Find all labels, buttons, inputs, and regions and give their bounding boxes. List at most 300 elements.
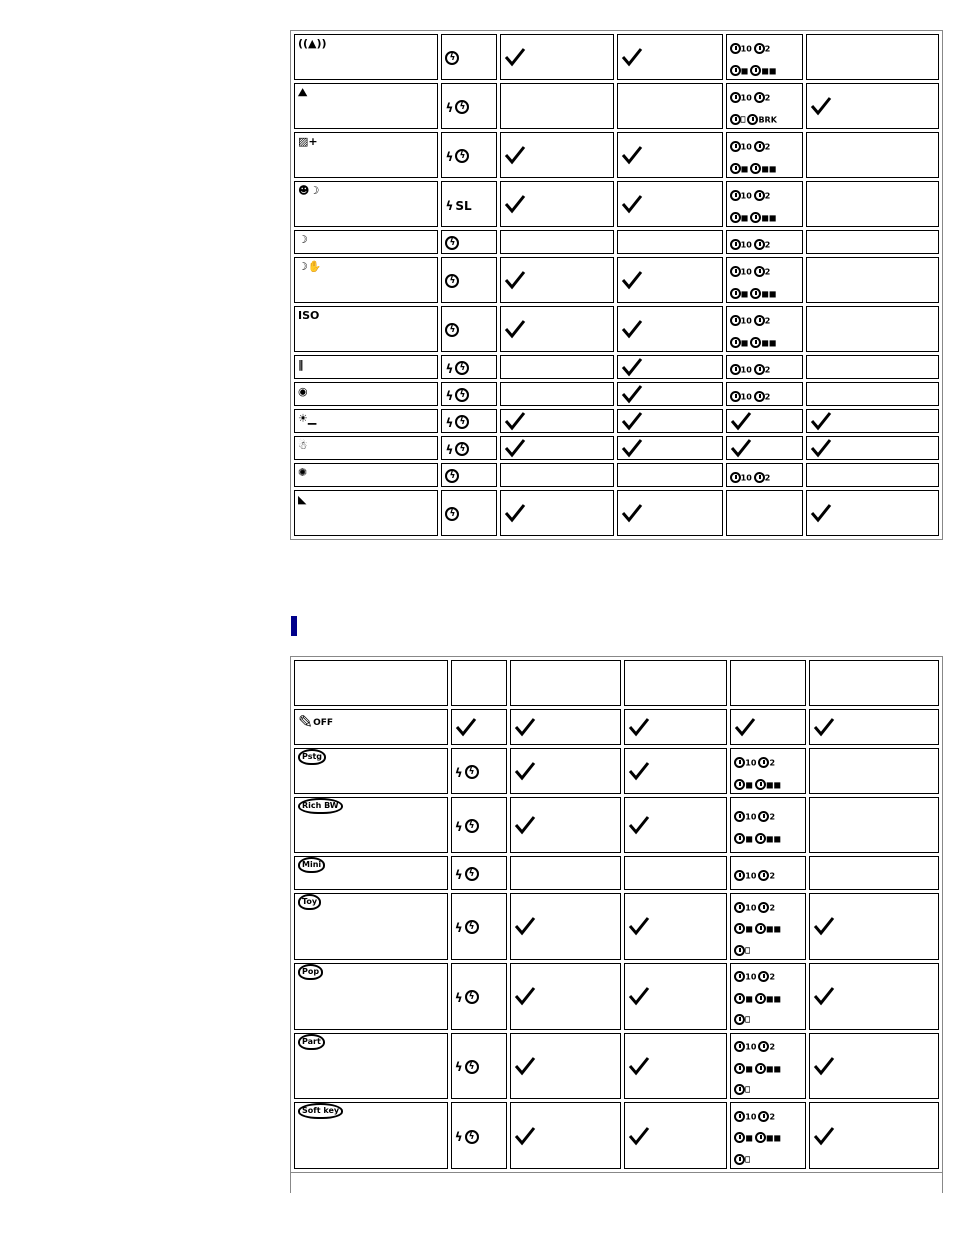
check-mark-icon	[621, 270, 643, 290]
check-mark	[504, 47, 610, 67]
flash-cell	[441, 132, 497, 178]
check-mark	[621, 503, 719, 523]
check-mark-icon	[813, 916, 835, 936]
self-timer-10s-icon: 10	[730, 43, 752, 55]
gourmet-icon: ‖	[298, 358, 304, 371]
self-timer-2s-icon: 2	[758, 902, 775, 914]
underwater-icon: ◣	[298, 493, 307, 506]
flash-icon: ϟ	[445, 198, 454, 213]
self-timer-10s-icon: 10	[730, 239, 752, 251]
self-timer-cell	[730, 748, 806, 794]
flash-cell	[441, 490, 497, 536]
flash-icon: ϟ	[454, 819, 463, 834]
check-mark-icon	[514, 1056, 536, 1076]
check-mark-icon	[628, 1126, 650, 1146]
flash-off-icon: ϟ	[465, 920, 479, 934]
flash-off-icon: ϟ	[455, 100, 469, 114]
feature-cell	[809, 1033, 939, 1100]
self-timer-modes	[734, 964, 802, 1029]
flash-off-icon: ϟ	[455, 388, 469, 402]
feature-cell	[617, 436, 723, 460]
check-mark	[514, 761, 618, 781]
self-portrait-one-icon: ■	[730, 212, 749, 224]
self-timer-cell	[726, 490, 804, 536]
check-mark-icon	[621, 319, 643, 339]
check-mark-icon	[628, 986, 650, 1006]
flash-modes	[445, 195, 473, 214]
flash-off-icon: ϟ	[465, 867, 479, 881]
flash-icon: ϟ	[454, 920, 463, 935]
flash-cell	[451, 1033, 507, 1100]
self-timer-2s-icon: 2	[754, 364, 771, 376]
scene-function-table	[290, 30, 943, 540]
mode-icon-cell	[294, 856, 448, 890]
flash-modes	[445, 439, 471, 458]
check-mark-icon	[504, 503, 526, 523]
table-row	[294, 1033, 939, 1100]
check-mark-icon	[514, 986, 536, 1006]
mode-icon-cell	[294, 797, 448, 853]
feature-cell	[624, 1033, 727, 1100]
self-timer-10s-icon: 10	[730, 364, 752, 376]
flash-cell	[451, 1102, 507, 1169]
beach-icon: ☀▁	[298, 412, 317, 425]
check-mark-icon	[730, 438, 752, 458]
check-mark-icon	[514, 761, 536, 781]
self-timer-modes	[730, 258, 800, 301]
flash-cell	[451, 856, 507, 890]
high-sensitivity-icon: ISO	[298, 309, 320, 322]
picture-effect-off-icon: ✎	[298, 712, 314, 733]
feature-cell	[617, 230, 723, 254]
pop-color-icon: Pop	[298, 964, 323, 980]
self-timer-cell	[726, 257, 804, 303]
feature-cell	[809, 709, 939, 745]
flash-cell	[451, 893, 507, 960]
flash-modes	[445, 271, 461, 290]
flash-cell	[441, 230, 497, 254]
check-mark	[504, 270, 610, 290]
header-cell	[510, 660, 622, 706]
self-timer-2s-icon: 2	[754, 190, 771, 202]
table-row	[294, 355, 939, 379]
feature-cell	[500, 463, 614, 487]
feature-cell	[806, 257, 939, 303]
bracket-timer-icon: BRK	[747, 114, 776, 126]
table-row	[294, 856, 939, 890]
feature-cell	[500, 382, 614, 406]
continuous-timer-icon: ⎕	[730, 114, 746, 126]
self-timer-modes	[734, 1034, 802, 1099]
check-mark-icon	[514, 1126, 536, 1146]
feature-cell	[809, 748, 939, 794]
pet-icon: ◉	[298, 385, 308, 398]
continuous-timer-icon: ⎕	[734, 945, 750, 957]
flash-modes	[455, 762, 481, 781]
self-timer-2s-icon: 2	[754, 43, 771, 55]
header-cell	[730, 660, 806, 706]
feature-cell	[624, 709, 727, 745]
flash-modes	[455, 1126, 481, 1145]
self-timer-modes	[730, 133, 800, 176]
flash-icon: ϟ	[445, 388, 454, 403]
flash-modes	[455, 816, 481, 835]
self-timer-modes	[730, 307, 800, 350]
check-mark	[504, 319, 610, 339]
table-row	[294, 797, 939, 853]
self-timer-modes	[730, 35, 800, 78]
self-portrait-one-icon: ■	[730, 65, 749, 77]
handheld-twilight-icon: ☽✋	[298, 260, 322, 273]
flash-modes	[445, 466, 461, 485]
table-row	[294, 463, 939, 487]
table-row	[294, 306, 939, 352]
feature-cell	[806, 436, 939, 460]
flash-modes	[455, 917, 481, 936]
feature-cell	[617, 382, 723, 406]
feature-cell	[806, 132, 939, 178]
feature-cell	[500, 83, 614, 129]
toy-camera-icon: Toy	[298, 894, 321, 910]
self-portrait-one-icon: ■	[734, 1132, 753, 1144]
check-mark	[621, 270, 719, 290]
self-timer-2s-icon: 2	[754, 141, 771, 153]
self-timer-cell	[726, 409, 804, 433]
feature-cell	[624, 856, 727, 890]
mode-icon-cell	[294, 132, 438, 178]
feature-cell	[624, 797, 727, 853]
off-label: OFF	[313, 718, 334, 728]
self-timer-2s-icon: 2	[758, 1041, 775, 1053]
check-mark-icon	[810, 438, 832, 458]
self-timer-modes	[730, 231, 800, 253]
self-timer-cell	[730, 963, 806, 1030]
flash-icon: ϟ	[454, 765, 463, 780]
self-timer-cell	[730, 893, 806, 960]
mode-icon-cell	[294, 463, 438, 487]
check-mark	[514, 815, 618, 835]
flash-off-icon: ϟ	[465, 765, 479, 779]
fireworks-icon: ✺	[298, 466, 308, 479]
flash-cell	[451, 709, 507, 745]
flash-off-icon: ϟ	[455, 361, 469, 375]
check-mark	[504, 438, 610, 458]
self-timer-10s-icon: 10	[734, 971, 756, 983]
flash-icon: ϟ	[445, 149, 454, 164]
check-mark	[514, 986, 618, 1006]
self-portrait-two-icon: ■■	[755, 779, 781, 791]
check-mark-icon	[628, 1056, 650, 1076]
header-cell	[624, 660, 727, 706]
flash-cell	[441, 355, 497, 379]
feature-cell	[617, 34, 723, 80]
check-mark-icon	[628, 717, 650, 737]
self-timer-2s-icon: 2	[754, 92, 771, 104]
flash-cell	[441, 436, 497, 460]
mode-icon-cell	[294, 230, 438, 254]
mode-icon-cell	[294, 1033, 448, 1100]
flash-modes	[445, 504, 461, 523]
section-heading-marker	[291, 616, 297, 636]
self-timer-cell	[726, 230, 804, 254]
self-timer-cell	[730, 1033, 806, 1100]
flash-cell	[441, 409, 497, 433]
self-portrait-one-icon: ■	[734, 1063, 753, 1075]
flash-off-icon: ϟ	[455, 442, 469, 456]
header-cell	[809, 660, 939, 706]
check-mark	[810, 503, 935, 523]
feature-cell	[806, 306, 939, 352]
check-mark-icon	[621, 384, 643, 404]
miniature-icon: Mini	[298, 857, 325, 873]
mode-icon-cell	[294, 490, 438, 536]
self-portrait-two-icon: ■■	[750, 337, 776, 349]
self-timer-10s-icon: 10	[730, 92, 752, 104]
self-timer-10s-icon: 10	[730, 391, 752, 403]
mode-icon-cell	[294, 306, 438, 352]
feature-cell	[500, 436, 614, 460]
table-row	[294, 257, 939, 303]
mode-icon-cell	[294, 893, 448, 960]
mode-icon-cell	[294, 382, 438, 406]
check-mark-icon	[504, 319, 526, 339]
check-mark	[621, 194, 719, 214]
self-timer-modes	[730, 464, 800, 486]
feature-cell	[510, 797, 622, 853]
check-mark-icon	[514, 916, 536, 936]
table-row	[294, 230, 939, 254]
check-mark	[734, 717, 802, 737]
flash-icon: ϟ	[454, 867, 463, 882]
check-mark	[628, 761, 723, 781]
table-row	[294, 1102, 939, 1169]
mode-icon-cell	[294, 1102, 448, 1169]
feature-cell	[809, 1102, 939, 1169]
check-mark-icon	[621, 357, 643, 377]
feature-cell	[510, 963, 622, 1030]
feature-cell	[500, 355, 614, 379]
flash-cell	[441, 257, 497, 303]
flash-off-icon: ϟ	[445, 274, 459, 288]
check-mark-icon	[621, 145, 643, 165]
check-mark-icon	[813, 1126, 835, 1146]
flash-off-icon: ϟ	[455, 415, 469, 429]
check-mark	[628, 1126, 723, 1146]
self-portrait-two-icon: ■■	[755, 1132, 781, 1144]
flash-icon: ϟ	[454, 1130, 463, 1145]
flash-icon: ϟ	[445, 415, 454, 430]
continuous-timer-icon: ⎕	[734, 1154, 750, 1166]
check-mark	[813, 986, 935, 1006]
self-timer-10s-icon: 10	[730, 190, 752, 202]
mode-icon-cell	[294, 409, 438, 433]
self-portrait-two-icon: ■■	[750, 288, 776, 300]
flash-cell	[451, 797, 507, 853]
flash-modes	[445, 233, 461, 252]
check-mark	[730, 411, 800, 431]
table-row	[294, 34, 939, 80]
check-mark	[621, 319, 719, 339]
flash-cell	[451, 963, 507, 1030]
flash-modes	[445, 412, 471, 431]
check-mark	[628, 916, 723, 936]
flash-off-icon: ϟ	[465, 1130, 479, 1144]
flash-cell	[441, 83, 497, 129]
flash-modes	[455, 987, 481, 1006]
feature-cell	[806, 382, 939, 406]
check-mark	[813, 1126, 935, 1146]
feature-cell	[617, 409, 723, 433]
check-mark	[813, 717, 935, 737]
self-portrait-two-icon: ■■	[755, 833, 781, 845]
check-mark-icon	[504, 47, 526, 67]
night-portrait-icon: ☻☽	[298, 184, 320, 197]
self-portrait-two-icon: ■■	[750, 65, 776, 77]
feature-cell	[624, 963, 727, 1030]
self-timer-cell	[726, 181, 804, 227]
check-mark-icon	[504, 270, 526, 290]
check-mark-icon	[621, 194, 643, 214]
check-mark	[730, 438, 800, 458]
self-timer-2s-icon: 2	[758, 870, 775, 882]
self-timer-cell	[726, 34, 804, 80]
self-timer-10s-icon: 10	[734, 1111, 756, 1123]
self-timer-10s-icon: 10	[734, 902, 756, 914]
backlight-correction-hdr-icon: ▨+	[298, 135, 318, 148]
feature-cell	[500, 181, 614, 227]
check-mark-icon	[621, 47, 643, 67]
feature-cell	[806, 490, 939, 536]
feature-cell	[617, 490, 723, 536]
check-mark	[504, 145, 610, 165]
self-timer-10s-icon: 10	[734, 757, 756, 769]
feature-cell	[624, 893, 727, 960]
flash-off-icon: ϟ	[465, 990, 479, 1004]
picture-effect-function-table	[290, 656, 943, 1173]
feature-cell	[809, 797, 939, 853]
self-timer-2s-icon: 2	[758, 757, 775, 769]
feature-cell	[806, 230, 939, 254]
table-row	[294, 963, 939, 1030]
self-timer-cell	[726, 463, 804, 487]
landscape-icon: ⛰	[298, 86, 308, 99]
check-mark	[514, 1056, 618, 1076]
check-mark	[514, 916, 618, 936]
feature-cell	[617, 257, 723, 303]
flash-modes	[445, 385, 471, 404]
feature-cell	[806, 181, 939, 227]
check-mark	[504, 503, 610, 523]
check-mark	[621, 411, 719, 431]
check-mark-icon	[734, 717, 756, 737]
check-mark	[810, 96, 935, 116]
table-row	[294, 409, 939, 433]
table-row	[294, 748, 939, 794]
flash-modes	[445, 48, 461, 67]
feature-cell	[500, 409, 614, 433]
check-mark	[621, 357, 719, 377]
self-portrait-two-icon: ■■	[750, 212, 776, 224]
check-mark	[455, 717, 503, 737]
check-mark-icon	[504, 438, 526, 458]
self-timer-cell	[726, 355, 804, 379]
continuous-timer-icon: ⎕	[734, 1014, 750, 1026]
self-timer-modes	[730, 356, 800, 378]
self-timer-10s-icon: 10	[730, 141, 752, 153]
self-timer-2s-icon: 2	[758, 971, 775, 983]
self-timer-modes	[734, 894, 802, 959]
check-mark	[504, 194, 610, 214]
feature-cell	[809, 893, 939, 960]
check-mark-icon	[504, 194, 526, 214]
feature-cell	[510, 1033, 622, 1100]
check-mark-icon	[813, 986, 835, 1006]
self-portrait-two-icon: ■■	[755, 993, 781, 1005]
table-row	[294, 382, 939, 406]
check-mark-icon	[504, 411, 526, 431]
check-mark-icon	[621, 438, 643, 458]
flash-icon: ϟ	[445, 442, 454, 457]
table-row	[294, 132, 939, 178]
anti-motion-blur-icon: ((▲))	[298, 37, 327, 50]
self-timer-cell	[730, 709, 806, 745]
flash-icon: ϟ	[445, 361, 454, 376]
check-mark	[628, 815, 723, 835]
table-row	[294, 893, 939, 960]
self-timer-cell	[730, 1102, 806, 1169]
flash-cell	[441, 463, 497, 487]
self-timer-modes	[730, 383, 800, 405]
feature-cell	[617, 355, 723, 379]
feature-cell	[809, 856, 939, 890]
self-timer-cell	[726, 382, 804, 406]
feature-cell	[806, 34, 939, 80]
self-portrait-one-icon: ■	[734, 923, 753, 935]
mode-icon-cell	[294, 748, 448, 794]
flash-off-icon: ϟ	[465, 1060, 479, 1074]
flash-cell	[441, 181, 497, 227]
self-timer-10s-icon: 10	[730, 472, 752, 484]
feature-cell	[617, 463, 723, 487]
check-mark	[504, 411, 610, 431]
feature-cell	[806, 83, 939, 129]
self-timer-10s-icon: 10	[730, 315, 752, 327]
night-scene-icon: ☽	[298, 233, 308, 246]
flash-modes	[445, 320, 461, 339]
feature-cell	[809, 963, 939, 1030]
self-timer-cell	[726, 306, 804, 352]
rich-bw-icon: Rich BW	[298, 798, 343, 814]
table-header-row	[294, 660, 939, 706]
check-mark-icon	[813, 1056, 835, 1076]
check-mark-icon	[628, 815, 650, 835]
self-timer-cell	[730, 797, 806, 853]
flash-modes	[445, 358, 471, 377]
self-timer-2s-icon: 2	[754, 472, 771, 484]
snow-icon: ☃	[298, 439, 308, 452]
check-mark-icon	[810, 503, 832, 523]
flash-modes	[445, 146, 471, 165]
partial-color-icon: Pstg	[298, 749, 326, 765]
self-timer-modes	[734, 749, 802, 792]
feature-cell	[806, 463, 939, 487]
self-timer-2s-icon: 2	[754, 315, 771, 327]
feature-cell	[510, 856, 622, 890]
check-mark-icon	[514, 815, 536, 835]
check-mark-icon	[504, 145, 526, 165]
feature-cell	[510, 709, 622, 745]
table-row	[294, 709, 939, 745]
